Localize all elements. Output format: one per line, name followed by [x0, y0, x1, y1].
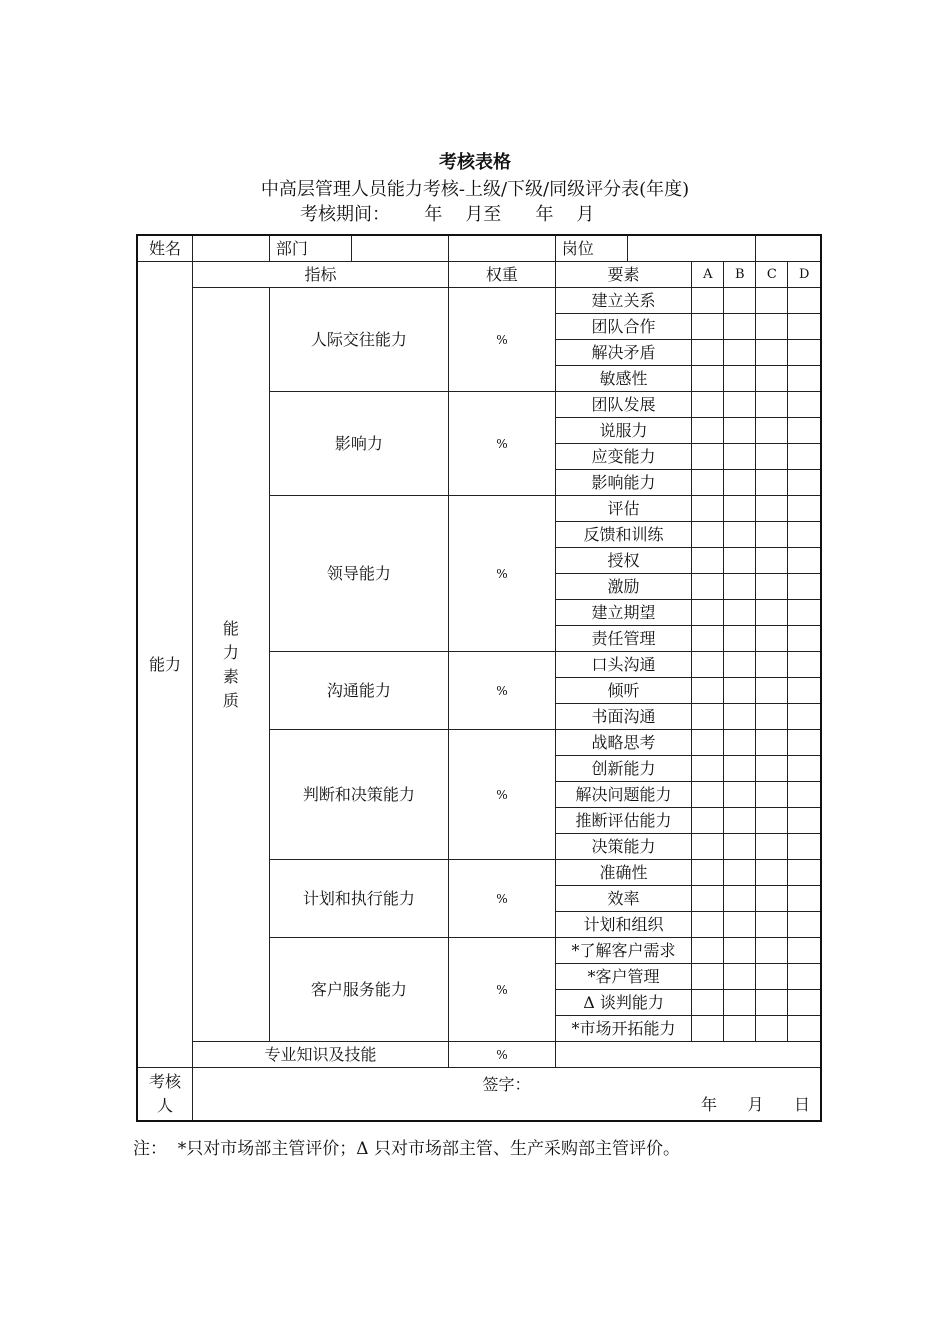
grade-cell[interactable] [788, 548, 821, 574]
grade-cell[interactable] [756, 392, 788, 418]
grade-cell[interactable] [724, 548, 756, 574]
grade-cell[interactable] [788, 444, 821, 470]
grade-cell[interactable] [788, 756, 821, 782]
grade-cell[interactable] [692, 340, 724, 366]
grade-cell[interactable] [756, 860, 788, 886]
grade-cell[interactable] [756, 756, 788, 782]
element-item: 激励 [555, 574, 692, 600]
element-item: 评估 [555, 496, 692, 522]
grade-cell[interactable] [788, 418, 821, 444]
grade-cell[interactable] [788, 704, 821, 730]
grade-cell[interactable] [692, 834, 724, 860]
grade-cell[interactable] [724, 444, 756, 470]
grade-cell[interactable] [756, 288, 788, 314]
grade-cell[interactable] [692, 496, 724, 522]
grade-cell[interactable] [692, 600, 724, 626]
element-header: 要素 [555, 262, 692, 288]
knowledge-field[interactable] [555, 1042, 821, 1068]
position-field[interactable] [628, 235, 756, 262]
grade-cell[interactable] [692, 782, 724, 808]
group-name: 影响力 [269, 392, 448, 496]
grade-cell[interactable] [756, 1016, 788, 1042]
grade-cell[interactable] [788, 340, 821, 366]
grade-cell[interactable] [724, 574, 756, 600]
grade-cell[interactable] [788, 782, 821, 808]
grade-cell[interactable] [756, 938, 788, 964]
grade-cell[interactable] [724, 314, 756, 340]
grade-cell[interactable] [788, 496, 821, 522]
element-item: 计划和组织 [555, 912, 692, 938]
grade-cell[interactable] [756, 782, 788, 808]
element-item: 反馈和训练 [555, 522, 692, 548]
grade-cell[interactable] [692, 678, 724, 704]
grade-cell[interactable] [724, 496, 756, 522]
grade-cell[interactable] [724, 392, 756, 418]
weight-header: 权重 [449, 262, 556, 288]
grade-cell[interactable] [756, 340, 788, 366]
grade-cell[interactable] [756, 912, 788, 938]
element-item: 口头沟通 [555, 652, 692, 678]
group-weight[interactable]: % [449, 392, 556, 496]
grade-cell[interactable] [756, 314, 788, 340]
grade-cell[interactable] [788, 990, 821, 1016]
grade-cell[interactable] [692, 808, 724, 834]
grade-cell[interactable] [788, 808, 821, 834]
table-row [137, 288, 821, 314]
grade-cell[interactable] [788, 392, 821, 418]
grade-cell[interactable] [788, 470, 821, 496]
grade-header-c: C [756, 262, 788, 288]
grade-cell[interactable] [724, 366, 756, 392]
grade-header-a: A [692, 262, 724, 288]
quality-label: 能 力 素 质 [192, 288, 269, 1042]
name-label: 姓名 [137, 235, 192, 262]
grade-cell[interactable] [788, 288, 821, 314]
group-name: 计划和执行能力 [269, 860, 448, 938]
grade-cell[interactable] [724, 704, 756, 730]
grade-cell[interactable] [724, 756, 756, 782]
grade-cell[interactable] [692, 860, 724, 886]
name-field[interactable] [192, 235, 269, 262]
grade-cell[interactable] [724, 418, 756, 444]
grade-cell[interactable] [756, 600, 788, 626]
grade-cell[interactable] [788, 964, 821, 990]
grade-cell[interactable] [692, 314, 724, 340]
grade-cell[interactable] [692, 418, 724, 444]
grade-cell[interactable] [692, 704, 724, 730]
grade-cell[interactable] [756, 574, 788, 600]
grade-cell[interactable] [724, 886, 756, 912]
grade-cell[interactable] [756, 470, 788, 496]
grade-cell[interactable] [756, 886, 788, 912]
grade-cell[interactable] [756, 496, 788, 522]
group-weight[interactable]: % [449, 288, 556, 392]
dept-field[interactable] [351, 235, 448, 262]
grade-cell[interactable] [756, 366, 788, 392]
grade-cell[interactable] [788, 600, 821, 626]
position-label: 岗位 [555, 235, 628, 262]
grade-cell[interactable] [756, 652, 788, 678]
grade-cell[interactable] [724, 678, 756, 704]
element-item: 准确性 [555, 860, 692, 886]
grade-cell[interactable] [788, 314, 821, 340]
grade-cell[interactable] [788, 678, 821, 704]
element-item: Δ 谈判能力 [555, 990, 692, 1016]
grade-cell[interactable] [692, 444, 724, 470]
grade-header-d: D [788, 262, 821, 288]
grade-cell[interactable] [788, 574, 821, 600]
grade-cell[interactable] [788, 522, 821, 548]
form-title: 考核表格 [439, 152, 511, 173]
element-item: 授权 [555, 548, 692, 574]
grade-cell[interactable] [788, 366, 821, 392]
element-item: 应变能力 [555, 444, 692, 470]
grade-cell[interactable] [788, 1016, 821, 1042]
reviewer-row [137, 1068, 821, 1122]
element-item: 书面沟通 [555, 704, 692, 730]
grade-cell[interactable] [724, 938, 756, 964]
extra-field[interactable] [756, 235, 821, 262]
grade-cell[interactable] [756, 834, 788, 860]
indicator-header: 指标 [192, 262, 448, 288]
grade-cell[interactable] [692, 730, 724, 756]
grade-cell[interactable] [692, 522, 724, 548]
grade-cell[interactable] [756, 626, 788, 652]
knowledge-weight[interactable]: % [449, 1042, 556, 1068]
grade-cell[interactable] [788, 834, 821, 860]
element-item: 团队合作 [555, 314, 692, 340]
knowledge-row [137, 1042, 821, 1068]
element-item: 敏感性 [555, 366, 692, 392]
knowledge-label: 专业知识及技能 [192, 1042, 448, 1068]
grade-cell[interactable] [724, 626, 756, 652]
dept-label: 部门 [269, 235, 351, 262]
form-subtitle: 中高层管理人员能力考核-上级/下级/同级评分表(年度) [260, 179, 690, 200]
grade-cell[interactable] [692, 548, 724, 574]
footnote: 注： *只对市场部主管评价；Δ 只对市场部主管、生产采购部主管评价。 [133, 1139, 680, 1159]
grade-cell[interactable] [692, 288, 724, 314]
group-weight[interactable]: % [449, 652, 556, 730]
grade-cell[interactable] [724, 730, 756, 756]
grade-cell[interactable] [724, 522, 756, 548]
assessment-table [136, 234, 822, 1122]
info-row [137, 235, 821, 262]
signature-date: 年 月 日 [700, 1095, 810, 1114]
element-item: 推断评估能力 [555, 808, 692, 834]
element-item: 建立关系 [555, 288, 692, 314]
grade-cell[interactable] [724, 600, 756, 626]
group-name: 人际交往能力 [269, 288, 448, 392]
grade-cell[interactable] [788, 912, 821, 938]
grade-cell[interactable] [724, 990, 756, 1016]
grade-cell[interactable] [724, 1016, 756, 1042]
grade-cell[interactable] [756, 418, 788, 444]
grade-cell[interactable] [756, 704, 788, 730]
dept-field-ext[interactable] [449, 235, 556, 262]
group-name: 领导能力 [269, 496, 448, 652]
group-name: 客户服务能力 [269, 938, 448, 1042]
element-item: 倾听 [555, 678, 692, 704]
grade-cell[interactable] [724, 808, 756, 834]
element-item: 解决矛盾 [555, 340, 692, 366]
grade-cell[interactable] [692, 470, 724, 496]
grade-cell[interactable] [724, 340, 756, 366]
group-name: 沟通能力 [269, 652, 448, 730]
grade-cell[interactable] [756, 730, 788, 756]
header-row [137, 262, 821, 288]
element-item: *客户管理 [555, 964, 692, 990]
grade-cell[interactable] [756, 964, 788, 990]
grade-cell[interactable] [692, 626, 724, 652]
grade-cell[interactable] [692, 366, 724, 392]
element-item: 说服力 [555, 418, 692, 444]
grade-cell[interactable] [724, 652, 756, 678]
grade-cell[interactable] [788, 652, 821, 678]
grade-header-b: B [724, 262, 756, 288]
element-item: 创新能力 [555, 756, 692, 782]
grade-cell[interactable] [692, 912, 724, 938]
grade-cell[interactable] [692, 886, 724, 912]
grade-cell[interactable] [692, 652, 724, 678]
grade-cell[interactable] [724, 912, 756, 938]
grade-cell[interactable] [692, 574, 724, 600]
grade-cell[interactable] [692, 990, 724, 1016]
grade-cell[interactable] [788, 886, 821, 912]
grade-cell[interactable] [788, 730, 821, 756]
grade-cell[interactable] [756, 678, 788, 704]
grade-cell[interactable] [724, 860, 756, 886]
element-item: 解决问题能力 [555, 782, 692, 808]
group-weight[interactable]: % [449, 938, 556, 1042]
grade-cell[interactable] [788, 938, 821, 964]
grade-cell[interactable] [692, 756, 724, 782]
grade-cell[interactable] [692, 964, 724, 990]
grade-cell[interactable] [724, 834, 756, 860]
grade-cell[interactable] [756, 548, 788, 574]
grade-cell[interactable] [692, 938, 724, 964]
signature-area[interactable] [192, 1068, 821, 1122]
element-item: *市场开拓能力 [555, 1016, 692, 1042]
grade-cell[interactable] [692, 1016, 724, 1042]
grade-cell[interactable] [724, 470, 756, 496]
grade-cell[interactable] [756, 808, 788, 834]
element-item: 效率 [555, 886, 692, 912]
grade-cell[interactable] [788, 860, 821, 886]
group-weight[interactable]: % [449, 860, 556, 938]
grade-cell[interactable] [724, 964, 756, 990]
assessment-period: 考核期间： 年 月至 年 月 [300, 204, 595, 225]
group-name: 判断和决策能力 [269, 730, 448, 860]
element-item: 影响能力 [555, 470, 692, 496]
element-item: 团队发展 [555, 392, 692, 418]
group-weight[interactable]: % [449, 730, 556, 860]
element-item: 责任管理 [555, 626, 692, 652]
reviewer-label: 考核 人 [137, 1068, 192, 1122]
grade-cell[interactable] [724, 288, 756, 314]
grade-cell[interactable] [756, 522, 788, 548]
element-item: 战略思考 [555, 730, 692, 756]
grade-cell[interactable] [756, 444, 788, 470]
element-item: 决策能力 [555, 834, 692, 860]
element-item: *了解客户需求 [555, 938, 692, 964]
grade-cell[interactable] [724, 782, 756, 808]
signature-label: 签字： [482, 1075, 531, 1094]
group-weight[interactable]: % [449, 496, 556, 652]
ability-label: 能力 [137, 262, 192, 1068]
element-item: 建立期望 [555, 600, 692, 626]
grade-cell[interactable] [692, 392, 724, 418]
grade-cell[interactable] [788, 626, 821, 652]
grade-cell[interactable] [756, 990, 788, 1016]
